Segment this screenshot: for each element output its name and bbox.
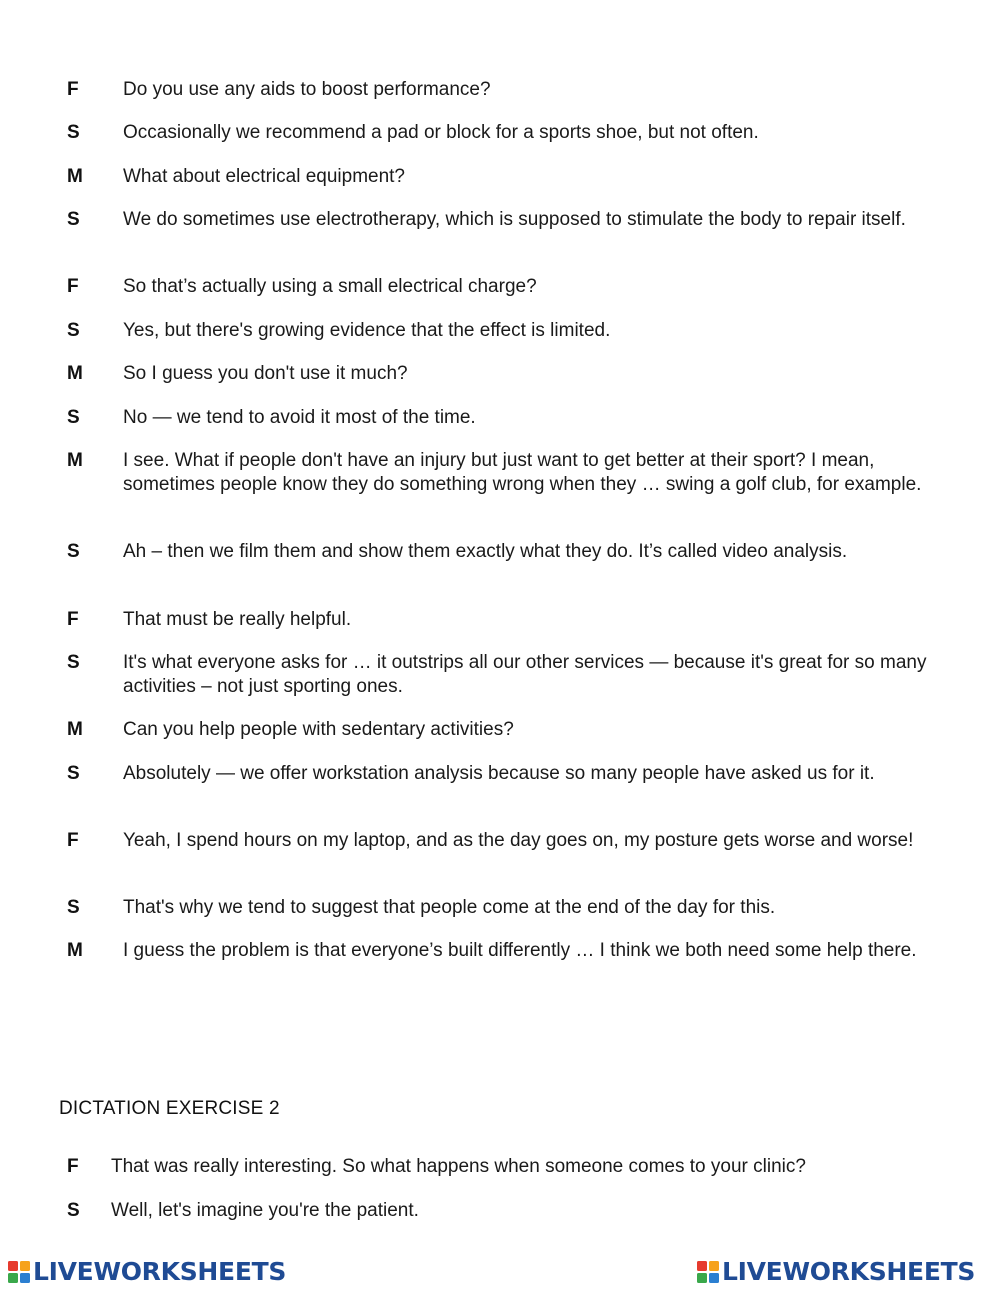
dialogue-text: Occasionally we recommend a pad or block for a sports shoe, but not often. [123, 122, 759, 143]
logo-wordmark: LIVEWORKSHEETS [722, 1257, 976, 1286]
speaker-label: M [67, 363, 83, 384]
speaker-label: F [67, 609, 79, 630]
speaker-label: S [67, 652, 80, 673]
speaker-label: F [67, 79, 79, 100]
speaker-label: S [67, 897, 80, 918]
dialogue-text: Ah – then we film them and show them exactly what they do. It’s called video analysis. [123, 541, 848, 562]
liveworksheets-logo [8, 1259, 286, 1285]
dialogue-text: So that’s actually using a small electrical charge? [123, 276, 537, 297]
dialogue-text: That was really interesting. So what happens when someone comes to your clinic? [111, 1156, 806, 1177]
dialogue-text: We do sometimes use electrotherapy, which is supposed to stimulate the body to repair itself. [123, 209, 906, 230]
liveworksheets-blocks-icon [697, 1261, 719, 1283]
speaker-label: S [67, 1200, 80, 1221]
dialogue-text: I guess the problem is that everyone’s built differently … I think we both need some help there. [123, 940, 917, 961]
liveworksheets-logo [697, 1259, 975, 1285]
dialogue-text: Absolutely — we offer workstation analysis because so many people have asked us for it. [123, 763, 875, 784]
dialogue-text: I see. What if people don't have an injury but just want to get better at their sport? I mean, sometimes people know they do something wrong when they … swing a golf club, for example. [123, 450, 922, 495]
exercise-heading: DICTATION EXERCISE 2 [59, 1098, 280, 1119]
dialogue-text: No — we tend to avoid it most of the time. [123, 407, 476, 428]
speaker-label: M [67, 719, 83, 740]
liveworksheets-blocks-icon [8, 1261, 30, 1283]
speaker-label: M [67, 166, 83, 187]
dialogue-text: Do you use any aids to boost performance? [123, 79, 491, 100]
speaker-label: F [67, 1156, 79, 1177]
dialogue-text: Well, let's imagine you're the patient. [111, 1200, 419, 1221]
dialogue-text: Yeah, I spend hours on my laptop, and as the day goes on, my posture gets worse and worse! [123, 830, 914, 851]
speaker-label: F [67, 276, 79, 297]
dialogue-text: What about electrical equipment? [123, 166, 405, 187]
speaker-label: M [67, 940, 83, 961]
logo-wordmark: LIVEWORKSHEETS [33, 1257, 287, 1286]
speaker-label: M [67, 450, 83, 471]
dialogue-text: Can you help people with sedentary activities? [123, 719, 514, 740]
dialogue-text: It's what everyone asks for … it outstrips all our other services — because it's great for so many activities – not just sporting ones. [123, 652, 927, 697]
speaker-label: S [67, 763, 80, 784]
dialogue-text: That's why we tend to suggest that people come at the end of the day for this. [123, 897, 776, 918]
dialogue-text: So I guess you don't use it much? [123, 363, 408, 384]
speaker-label: S [67, 541, 80, 562]
speaker-label: S [67, 320, 80, 341]
speaker-label: S [67, 209, 80, 230]
speaker-label: S [67, 407, 80, 428]
dialogue-text: Yes, but there's growing evidence that the effect is limited. [123, 320, 611, 341]
speaker-label: F [67, 830, 79, 851]
dialogue-text: That must be really helpful. [123, 609, 352, 630]
speaker-label: S [67, 122, 80, 143]
